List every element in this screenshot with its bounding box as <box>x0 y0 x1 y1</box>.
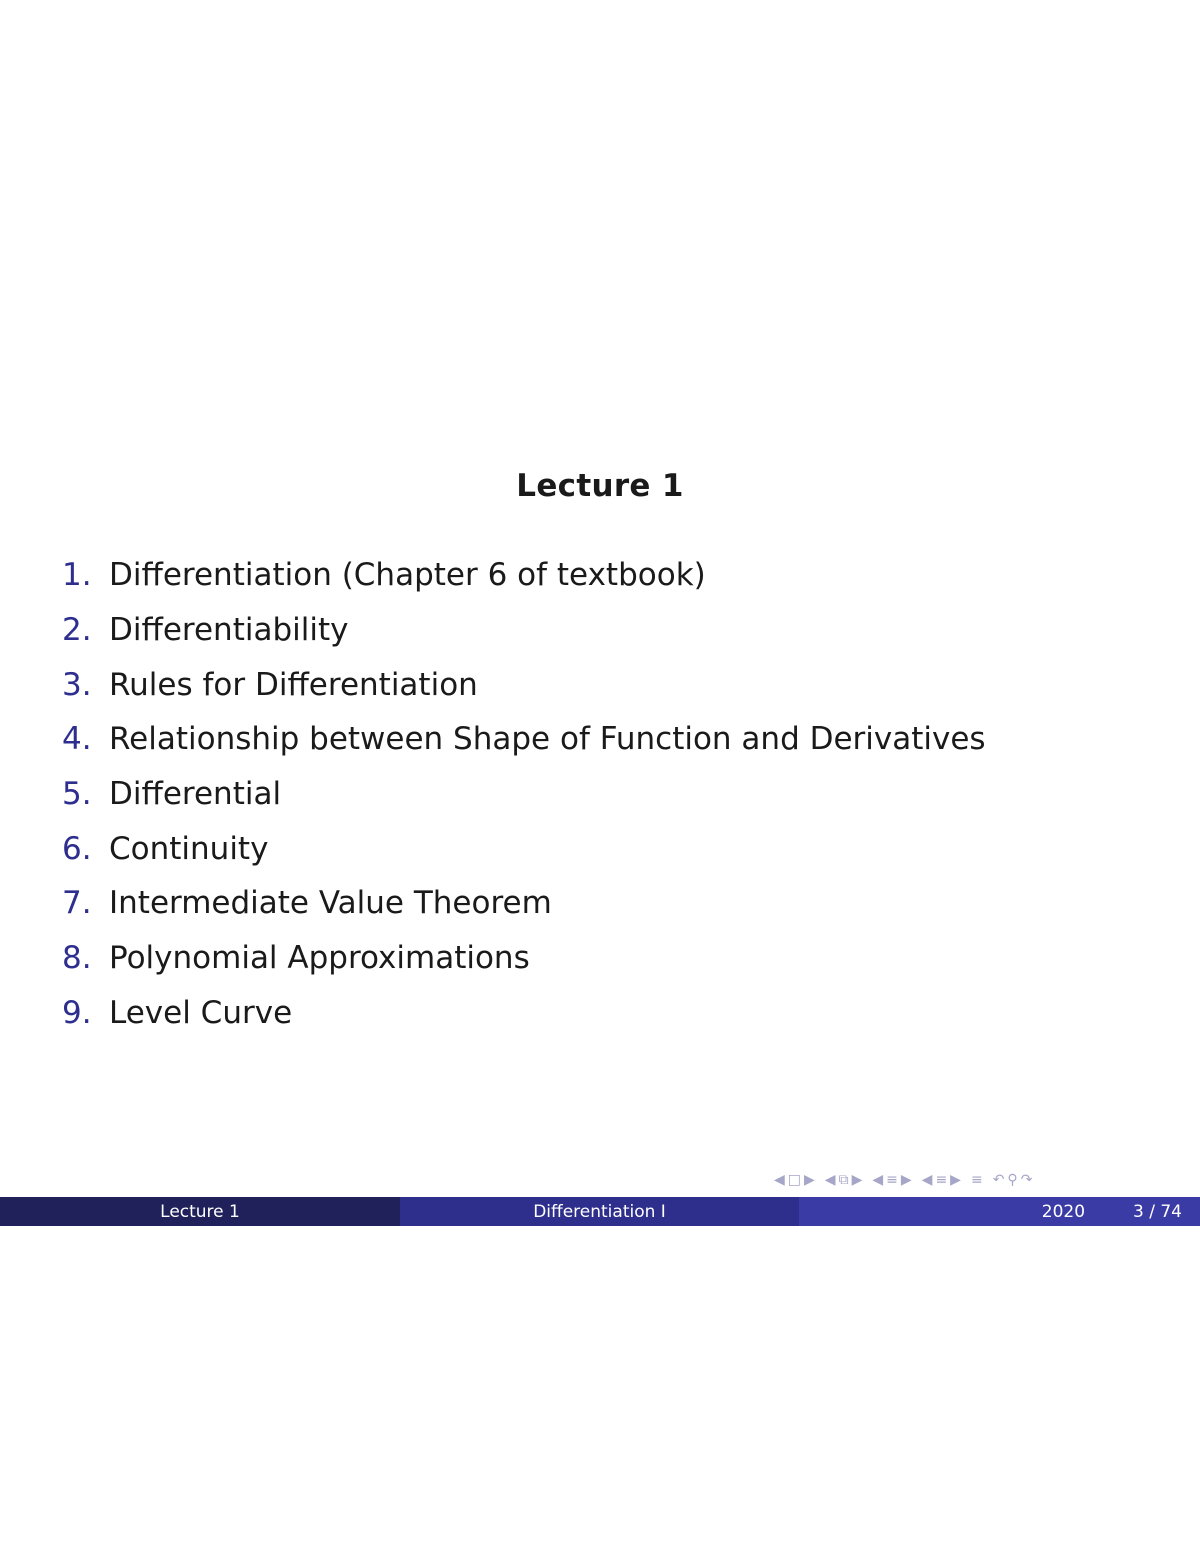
document-nav[interactable] <box>922 1172 961 1188</box>
item-text: Differentiability <box>109 612 349 649</box>
arrow-right-icon[interactable]: ▶ <box>900 1172 912 1188</box>
list-item <box>62 603 986 658</box>
item-text: Polynomial Approximations <box>109 940 530 977</box>
item-text: Continuity <box>109 830 269 867</box>
list-item <box>62 712 986 767</box>
document-icon[interactable]: ≡ <box>935 1172 948 1188</box>
arrow-left-icon[interactable]: ◀ <box>921 1172 933 1188</box>
item-number: 9. <box>62 994 92 1031</box>
arrow-right-icon[interactable]: ▶ <box>950 1172 961 1188</box>
arrow-right-icon[interactable]: ▶ <box>804 1172 815 1188</box>
item-number: 4. <box>62 721 92 758</box>
list-item <box>62 657 986 712</box>
footer-year: 2020 <box>1041 1201 1086 1222</box>
arrow-right-icon[interactable]: ▶ <box>851 1172 863 1188</box>
list-item <box>62 548 986 603</box>
footer-left <box>0 1197 400 1226</box>
item-number: 1. <box>62 557 92 594</box>
footer-page-number: 3 / 74 <box>1133 1201 1182 1222</box>
footer-middle <box>400 1197 799 1226</box>
item-text: Relationship between Shape of Function and Derivatives <box>109 721 986 758</box>
subsection-nav[interactable] <box>825 1172 863 1188</box>
slide-title: Lecture 1 <box>516 468 684 504</box>
footer-bar <box>0 1197 1200 1226</box>
item-number: 8. <box>62 940 92 977</box>
arrow-left-icon[interactable]: ◀ <box>872 1172 884 1188</box>
subsection-icon[interactable]: ⧉ <box>838 1172 849 1188</box>
search-nav[interactable] <box>993 1172 1033 1188</box>
item-number: 3. <box>62 666 92 703</box>
arrow-left-icon[interactable]: ◀ <box>824 1172 836 1188</box>
align-icon[interactable]: ≡ <box>970 1172 983 1188</box>
list-item <box>62 821 986 876</box>
item-text: Differential <box>109 776 282 813</box>
topic-list <box>62 548 986 1040</box>
arrow-left-icon[interactable]: ◀ <box>774 1172 785 1188</box>
list-item <box>62 767 986 822</box>
item-number: 7. <box>62 885 92 922</box>
frame-nav[interactable] <box>774 1172 815 1188</box>
list-item <box>62 986 986 1041</box>
item-text: Intermediate Value Theorem <box>109 885 552 922</box>
item-text: Rules for Differentiation <box>109 666 478 703</box>
list-item <box>62 876 986 931</box>
section-icon[interactable]: ≡ <box>886 1172 898 1188</box>
forward-icon[interactable]: ↷ <box>1020 1172 1033 1188</box>
section-nav[interactable] <box>872 1172 911 1188</box>
back-icon[interactable]: ↶ <box>992 1172 1005 1188</box>
list-item <box>62 931 986 986</box>
item-number: 6. <box>62 830 92 867</box>
frame-icon[interactable]: □ <box>787 1172 802 1188</box>
navigation-symbols <box>774 1168 1039 1192</box>
align-nav[interactable] <box>971 1172 983 1188</box>
item-number: 2. <box>62 612 92 649</box>
footer-subtitle: Differentiation I <box>533 1201 666 1222</box>
item-text: Level Curve <box>109 994 293 1031</box>
item-text: Differentiation (Chapter 6 of textbook) <box>109 557 706 594</box>
footer-right <box>799 1197 1200 1226</box>
search-icon[interactable]: ⚲ <box>1007 1172 1018 1188</box>
item-number: 5. <box>62 776 92 813</box>
footer-short-title: Lecture 1 <box>160 1201 240 1222</box>
